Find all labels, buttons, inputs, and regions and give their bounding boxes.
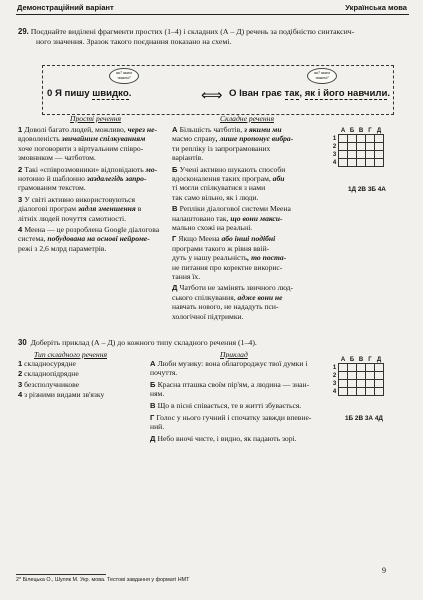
item-text: хоче поговорити з віртуальним співро-	[18, 143, 144, 153]
q29-text-line2: ного значення. Зразок такого поєднання показано на схемі.	[36, 37, 232, 46]
item-text: навчать нового, не нададуть пси-	[172, 302, 279, 312]
grid-cell[interactable]	[375, 380, 384, 388]
grid-col-label: А	[340, 127, 346, 134]
item-key: 4	[18, 225, 25, 234]
header-divider	[16, 14, 409, 15]
q29-answer: 1Д 2В 3Б 4А	[348, 186, 386, 193]
item-text: літніх людей почуття самотності.	[18, 213, 126, 223]
item-text: Репліки діалогової системи Меена	[179, 204, 291, 214]
item-text: Голос у нього гучний і спочатку завжди впевне-	[156, 412, 312, 422]
item-text: адже вони не	[237, 292, 283, 302]
item-text: Такі «співрозмовники» відповідають	[24, 164, 146, 174]
item-text: ний.	[150, 422, 165, 431]
grid-cell[interactable]	[375, 372, 384, 380]
grid-cell[interactable]	[339, 143, 348, 151]
list-item	[172, 234, 322, 281]
grid-cell[interactable]	[375, 388, 384, 396]
item-key: 2	[18, 164, 25, 174]
list-item	[18, 165, 168, 193]
complex-sentences-heading: Складне речення	[220, 114, 274, 123]
item-text: заздалегідь запро-	[84, 174, 147, 183]
grid-cell[interactable]	[348, 380, 357, 388]
example-item	[150, 359, 326, 378]
item-key: 3	[18, 379, 23, 389]
grid-col-label: Б	[349, 127, 355, 134]
list-item	[172, 204, 322, 232]
grid-cell[interactable]	[366, 372, 375, 380]
item-key: А	[172, 125, 180, 134]
item-text: з якими ми	[244, 125, 282, 134]
item-text: дуть у нашу реальність	[172, 253, 248, 263]
scheme-simple-sentence: 0 Я пишу швидко.	[47, 88, 132, 99]
double-arrow-icon: ⟺	[201, 88, 223, 104]
grid-cell[interactable]	[375, 364, 384, 372]
list-item	[18, 195, 168, 223]
example-item	[150, 401, 326, 410]
item-text: хологічної підтримки.	[172, 311, 244, 321]
grid-col-label: В	[358, 127, 364, 134]
item-text: режі з 2,6 млрд параметрів.	[18, 243, 107, 253]
item-text: мо-	[145, 164, 158, 174]
item-text: Більшість чатботів,	[179, 125, 245, 134]
item-text: Меена — це розроблена Google діалогова	[24, 225, 160, 234]
grid-cell[interactable]	[357, 372, 366, 380]
q30-answer: 1Б 2В 3А 4Д	[345, 415, 383, 422]
item-text: ті могли спілкуватися з нами	[172, 183, 266, 193]
grid-cell[interactable]	[348, 372, 357, 380]
header-left: Демонстраційний варіант	[17, 3, 114, 12]
item-key: Б	[150, 380, 158, 389]
list-item	[18, 125, 168, 163]
item-key: Б	[172, 164, 180, 174]
grid-col-label: Г	[368, 127, 372, 134]
examples-heading: Приклад	[220, 350, 248, 359]
grid-col-label: В	[358, 356, 364, 363]
grid-row-label: 3	[332, 380, 337, 387]
q29-prompt	[18, 27, 410, 37]
list-item	[172, 283, 322, 321]
grid-cell[interactable]	[357, 135, 366, 143]
example-item	[150, 413, 326, 432]
simple-sentences-heading: Прості речення	[70, 114, 122, 123]
item-text: програми такого ж рівня ввій-	[172, 243, 270, 253]
grid-cell[interactable]	[357, 143, 366, 151]
grid-row-label: 4	[332, 388, 337, 395]
grid-col-label: А	[340, 356, 346, 363]
item-text: почуття.	[150, 368, 178, 378]
footer-credit: 2* Білецька О., Шуляк М. Укр. мова. Тестові завдання у форматі НМТ	[16, 577, 190, 583]
item-key: А	[150, 359, 158, 368]
grid-cell[interactable]	[375, 159, 384, 167]
list-item	[18, 225, 168, 253]
item-text: система,	[18, 234, 48, 244]
example-scheme	[42, 65, 394, 115]
grid-cell[interactable]	[348, 159, 357, 167]
grid-cell[interactable]	[375, 143, 384, 151]
example-item	[150, 434, 326, 443]
grid-cell[interactable]	[366, 159, 375, 167]
grid-row-label: 1	[332, 135, 337, 142]
grid-row-label: 3	[332, 151, 337, 158]
grid-cell[interactable]	[366, 135, 375, 143]
item-text: через не-	[127, 125, 158, 134]
header-right: Українська мова	[345, 3, 407, 12]
item-text: побудована на основі нейроме-	[47, 234, 150, 244]
grid-cell[interactable]	[366, 143, 375, 151]
grid-cell[interactable]	[366, 364, 375, 372]
item-key: Д	[150, 433, 158, 443]
grid-cell[interactable]	[357, 151, 366, 159]
grid-cell[interactable]	[357, 159, 366, 167]
item-key: Д	[172, 283, 180, 293]
grid-cell[interactable]	[348, 143, 357, 151]
item-text: діалогові програм	[18, 204, 78, 214]
item-text: тання їх.	[172, 272, 201, 282]
item-text: вдосконалення таких програм,	[172, 174, 273, 183]
item-text: так само вільно, як і люди.	[172, 192, 259, 202]
item-text: з різними видами зв'язку	[22, 390, 105, 400]
list-item	[172, 165, 322, 203]
scheme-complex-sentence: О Іван грає так, як і його навчили.	[229, 88, 391, 99]
grid-cell[interactable]	[339, 388, 348, 396]
grid-cell[interactable]	[366, 388, 375, 396]
grid-row-label: 2	[332, 143, 337, 150]
grid-cell[interactable]	[339, 151, 348, 159]
item-key: 4	[18, 390, 23, 400]
item-key: Г	[172, 234, 179, 244]
grid-cell[interactable]	[339, 372, 348, 380]
q30-text: Доберіть приклад (А – Д) до кожного типу складного речення (1–4).	[30, 338, 257, 347]
item-text: мально схожі на реальні.	[172, 223, 253, 232]
question-bubble-right: як? яким чином?	[307, 68, 337, 84]
grid-cell[interactable]	[357, 364, 366, 372]
q30-prompt	[18, 338, 410, 348]
item-text: грамованим текстом.	[18, 183, 86, 193]
grid-cell[interactable]	[348, 388, 357, 396]
grid-col-label: Б	[349, 356, 355, 363]
grid-row-label: 4	[332, 159, 337, 166]
item-key: Г	[150, 412, 157, 422]
grid-col-label: Д	[376, 127, 382, 134]
q30-number: 30	[18, 338, 27, 347]
grid-cell[interactable]	[357, 388, 366, 396]
item-key: В	[150, 401, 158, 410]
question-bubble-left: як? яким чином?	[109, 68, 139, 84]
scheme-highlight-word: швидко	[92, 88, 129, 99]
item-text: Чатботи не замінять звичного люд-	[179, 283, 294, 293]
grid-row-label: 1	[332, 364, 337, 371]
item-text: Люби музику: вона облагороджує твої думки і	[157, 359, 308, 368]
grid-cell[interactable]	[348, 151, 357, 159]
item-text: , лише пропонує вибра-	[215, 134, 294, 144]
item-key: 1	[18, 125, 25, 134]
grid-cell[interactable]	[339, 380, 348, 388]
item-text: Небо вночі чисте, і видно, як падають зорі.	[157, 433, 297, 443]
item-text: Якщо Меена	[178, 234, 222, 244]
page-number: 9	[382, 566, 386, 575]
item-text: Що в пісні співається, те в житті збувається.	[157, 401, 302, 410]
grid-cell[interactable]	[375, 151, 384, 159]
item-key: 3	[18, 194, 25, 204]
item-text: , то поста-	[247, 253, 287, 263]
grid-cell[interactable]	[348, 364, 357, 372]
grid-cell[interactable]	[366, 380, 375, 388]
item-text: що вони макси-	[230, 213, 283, 223]
grid-col-label: Д	[376, 356, 382, 363]
item-text: не питання про коректне викорис-	[172, 262, 283, 272]
item-key: В	[172, 204, 180, 214]
scheme-highlight-clause: як і його навчили	[304, 88, 388, 99]
item-text: ти репліку із запрограмованих	[172, 143, 271, 153]
grid-cell[interactable]	[339, 364, 348, 372]
q29-answer-grid	[331, 127, 384, 167]
item-text: звичайним спілкуванням	[59, 134, 146, 144]
grid-cell[interactable]	[375, 135, 384, 143]
grid-cell[interactable]	[357, 380, 366, 388]
item-text: У світі активно використовуються	[24, 194, 136, 204]
item-text: змовником — чатботом.	[18, 153, 96, 163]
item-text: Доволі багато людей, можливо,	[24, 125, 128, 134]
item-text: ням.	[150, 389, 165, 399]
item-text: вдоволеність	[18, 134, 60, 144]
footer-divider	[16, 574, 106, 575]
item-text: складносурядне	[22, 359, 76, 368]
item-text: безсполучникове	[22, 379, 80, 389]
q29-number: 29.	[18, 27, 29, 36]
item-text: нотонно й шаблонно	[18, 174, 85, 183]
grid-col-label: Г	[368, 356, 372, 363]
item-text: задля зменшення	[77, 204, 136, 214]
item-text: Красна пташка своїм пір'ям, а людина — знан-	[157, 380, 310, 389]
item-text: масмо справу	[172, 134, 216, 144]
grid-cell[interactable]	[348, 135, 357, 143]
item-text: варіантів.	[172, 153, 204, 163]
item-text: в	[135, 204, 142, 214]
item-text: або інші подібні	[221, 234, 276, 244]
q29-text-line1: Поєднайте виділені фрагменти простих (1–4) і складних (А – Д) речень за подібністю синтаксич-	[30, 27, 355, 36]
q30-answer-grid	[331, 356, 384, 396]
item-text: налаштовано так,	[172, 213, 231, 223]
item-key: 1	[18, 359, 23, 368]
grid-cell[interactable]	[366, 151, 375, 159]
types-heading: Тип складного речення	[34, 350, 107, 359]
example-item	[150, 380, 326, 399]
item-key: 2	[18, 369, 23, 379]
item-text: ського спілкування,	[172, 292, 238, 302]
list-item	[172, 125, 322, 163]
item-text: аби	[272, 174, 285, 183]
grid-row-label: 2	[332, 372, 337, 379]
grid-cell[interactable]	[339, 135, 348, 143]
item-text: складнопідрядне	[22, 369, 79, 379]
item-text: Учені активно шукають способи	[179, 164, 286, 174]
grid-cell[interactable]	[339, 159, 348, 167]
